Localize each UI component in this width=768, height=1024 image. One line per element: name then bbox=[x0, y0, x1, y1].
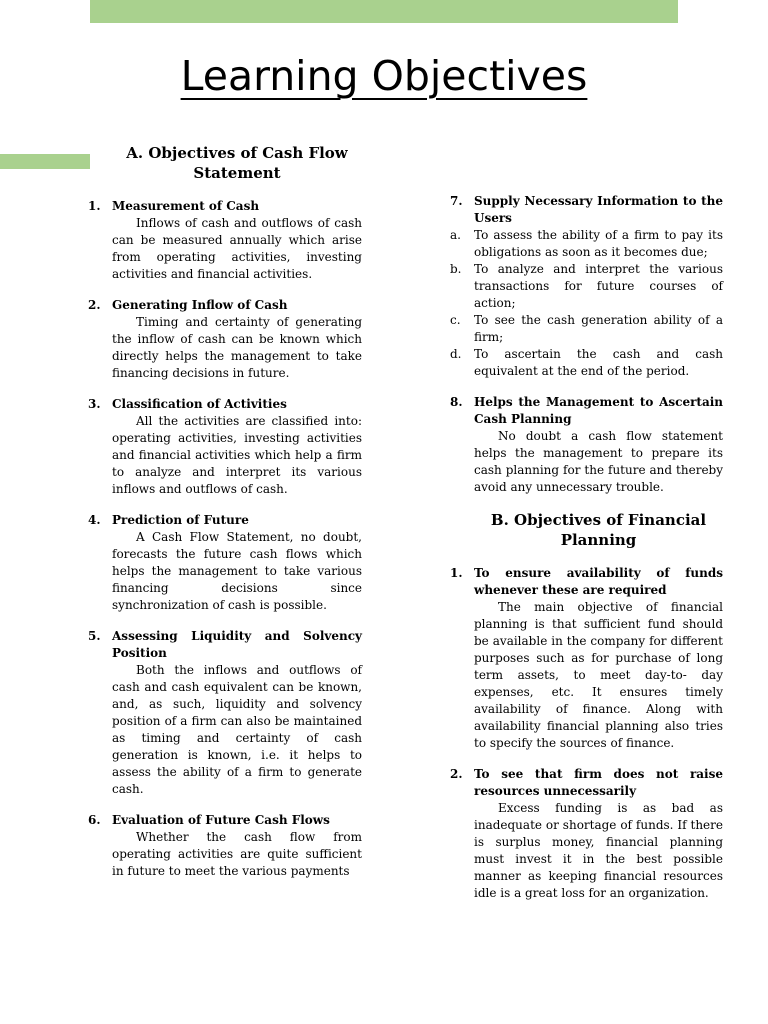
top-accent-bar bbox=[90, 0, 678, 23]
left-column bbox=[88, 143, 362, 894]
item-title: Prediction of Future bbox=[112, 513, 249, 527]
list-item bbox=[88, 628, 362, 798]
item-title: Measurement of Cash bbox=[112, 199, 260, 213]
list-item bbox=[450, 565, 723, 752]
sub-list bbox=[450, 227, 723, 380]
item-title: Assessing Liquidity and Solvency Position bbox=[112, 629, 362, 660]
list-item bbox=[88, 812, 362, 880]
sub-item bbox=[450, 261, 723, 312]
list-item bbox=[450, 394, 723, 496]
item-text: The main objective of financial planning is that sufficient fund should be available in the company for different purposes such as for purchase of long term assets, to meet day-to- day expenses, etc. It ensures timely availability of finance. Along with availability financial planning also tries to specify the sources of finance. bbox=[474, 600, 723, 750]
item-title: To ensure availability of funds whenever these are required bbox=[474, 566, 723, 597]
item-title: Classification of Activities bbox=[112, 397, 287, 411]
item-title: To see that firm does not raise resources unnecessarily bbox=[474, 767, 723, 798]
item-number: 3. bbox=[88, 397, 101, 411]
list-item bbox=[88, 512, 362, 614]
sub-letter: a. bbox=[450, 228, 461, 242]
sub-text: To assess the ability of a firm to pay its obligations as soon as it becomes due; bbox=[474, 228, 723, 259]
page-title: Learning Objectives bbox=[180, 52, 588, 100]
side-accent-bar bbox=[0, 154, 90, 169]
section-a-heading: A. Objectives of Cash Flow Statement bbox=[126, 144, 348, 182]
item-number: 1. bbox=[88, 199, 101, 213]
item-text: All the activities are classified into: operating activities, investing activities and financial activities which help a firm to analyze and interpret its various inflows and outflows of cash. bbox=[112, 414, 362, 496]
item-number: 6. bbox=[88, 813, 101, 827]
list-item bbox=[88, 297, 362, 382]
item-title: Helps the Management to Ascertain Cash Planning bbox=[474, 395, 723, 426]
item-text: Inflows of cash and outflows of cash can be measured annually which arise from operating activities, investing activities and financial activities. bbox=[112, 216, 362, 281]
item-number: 2. bbox=[450, 767, 463, 781]
item-text: A Cash Flow Statement, no doubt, forecasts the future cash flows which helps the management to take various financing decisions since synchronization of cash is possible. bbox=[112, 530, 362, 612]
sub-letter: d. bbox=[450, 347, 462, 361]
sub-letter: b. bbox=[450, 262, 462, 276]
item-number: 5. bbox=[88, 629, 101, 643]
sub-text: To ascertain the cash and cash equivalent at the end of the period. bbox=[474, 347, 723, 378]
right-column bbox=[450, 193, 723, 916]
item-number: 4. bbox=[88, 513, 101, 527]
section-b-heading: B. Objectives of Financial Planning bbox=[490, 511, 707, 549]
item-text: Whether the cash flow from operating activities are quite sufficient in future to meet the various payments bbox=[112, 830, 362, 878]
item-number: 2. bbox=[88, 298, 101, 312]
item-text: Timing and certainty of generating the inflow of cash can be known which directly helps the management to take financing decisions in future. bbox=[112, 315, 362, 380]
item-title: Generating Inflow of Cash bbox=[112, 298, 288, 312]
item-title: Evaluation of Future Cash Flows bbox=[112, 813, 330, 827]
item-title: Supply Necessary Information to the Users bbox=[474, 194, 723, 225]
list-item bbox=[88, 396, 362, 498]
item-number: 7. bbox=[450, 194, 463, 208]
item-number: 1. bbox=[450, 566, 463, 580]
sub-text: To analyze and interpret the various transactions for future courses of action; bbox=[474, 262, 723, 310]
list-item bbox=[450, 193, 723, 227]
list-item bbox=[450, 766, 723, 902]
item-number: 8. bbox=[450, 395, 463, 409]
sub-item bbox=[450, 312, 723, 346]
sub-text: To see the cash generation ability of a firm; bbox=[474, 313, 723, 344]
sub-item bbox=[450, 227, 723, 261]
sub-item bbox=[450, 346, 723, 380]
list-item bbox=[88, 198, 362, 283]
item-text: No doubt a cash flow statement helps the management to prepare its cash planning for the future and thereby avoid any unnecessary trouble. bbox=[474, 429, 723, 494]
sub-letter: c. bbox=[450, 313, 461, 327]
item-text: Both the inflows and outflows of cash and cash equivalent can be known, and, as such, liquidity and solvency position of a firm can also be maintained as timing and certainty of cash generation is known, i.e. it helps to assess the ability of a firm to generate cash. bbox=[112, 663, 362, 796]
item-text: Excess funding is as bad as inadequate or shortage of funds. If there is surplus money, financial planning must invest it in the best possible manner as keeping financial resources idle is a great loss for an organization. bbox=[474, 801, 723, 900]
